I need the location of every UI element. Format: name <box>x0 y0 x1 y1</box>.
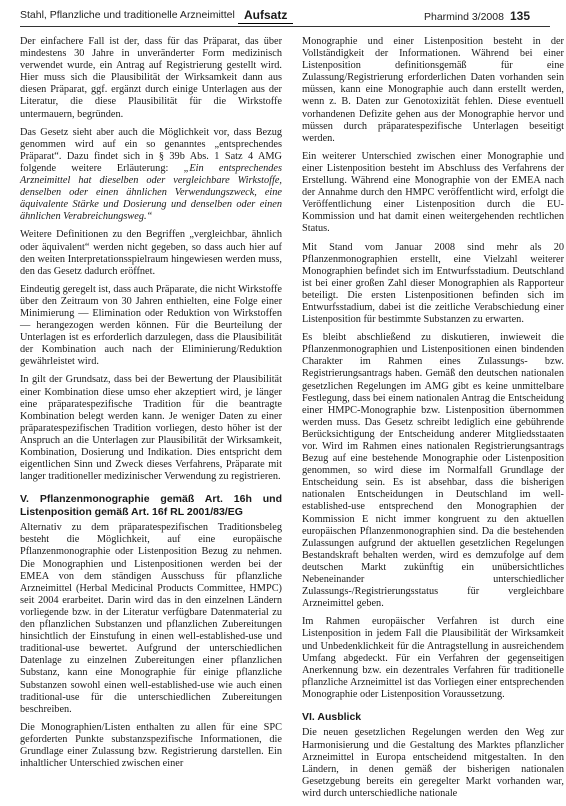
paragraph: Es bleibt abschließend zu diskutieren, inwieweit die Pflanzenmonographien und Listenpositionen einen bindenden Charakter im Rahmen eines Zulassungs- bzw. Registrierungsantrags haben. Gemäß den deutschen nationalen gesetzlichen Regelungen im AMG gibt es keine unmittelbare Festlegung, dass bei einem nationalen Antrag die Entscheidung einer HMPC-Monographie bzw. Listenposition übernommen werden muss. Das Gesetz schreibt lediglich eine gebührende Berücksichtigung der Entscheidung anderer Mitgliedsstaaten vor. Wird im Rahmen eines nationalen Registrierungsantrags Bezug auf eine bestehende Monographie oder Listenposition genommen, so wird diese im Normalfall Grundlage der Entscheidung sein. Es ist absehbar, dass die bisherigen nationalen Entscheidungen in Deutschland im well-established-use entsprechend den Monographien der Kommission E nicht immer kongruent zu den aktuellen europäischen Pflanzenmonographien sind. Da die bestehenden Zulassungen aufgrund der aktuellen gesetzlichen Regelungen Bestandskraft behalten werden, wird es demzufolge auf dem deutschen Markt zukünftig ein unübersichtliches Nebeneinander unterschiedlicher Zulassungs-/Registrierungsstatus für vergleichbare Arzneimittel geben. <box>302 332 564 610</box>
paragraph: Die Monographien/Listen enthalten zu allen für eine SPC geforderten Punkte substanzspezifische Informationen, die Grundlage einer Zulassung bzw. Registrierung darstellen. Ein inhaltlicher Unterschied zwischen einer <box>20 721 282 770</box>
page-number: 135 <box>509 9 530 23</box>
header-rule <box>20 26 550 27</box>
journal-info <box>424 9 530 23</box>
paragraph: Ein weiterer Unterschied zwischen einer Monographie und einer Listenposition besteht im Abschluss des Verfahrens der Erstellung. Während eine Monographie von der EMEA nach der Annahme durch den HMPC veröffentlicht wird, erfolgt die Veröffentlichung einer Listenposition durch die EU-Kommission und hat damit einen weitergehenden rechtlichen Status. <box>302 150 564 235</box>
paragraph: Alternativ zu dem präparatespezifischen Traditionsbeleg besteht die Möglichkeit, auf eine europäische Pflanzenmonographie oder Listenposition Bezug zu nehmen. Die Monographien und Listenpositionen werden bei der EMEA von dem ständigen Ausschuss für pflanzliche Arzneimittel (Herbal Medicinal Products Committee, HMPC) seit 2004 erarbeitet. Darin wird das in den einzelnen Ländern vorliegende bzw. in der Literatur verfügbare Datenmaterial zu den pflanzlichen Substanzen und pflanzlichen Zubereitungen hinsichtlich der Einstufung in einen well-established-use und traditional-use bewertet. Aufgrund der unterschiedlichen Datenlage zu einzelnen Zubereitungen einer pflanzlichen Substanz, kann eine Monographie für einige pflanzliche Substanzen sowohl einen well-established-use wie auch einen traditional-use für die unterschiedlichen Zubereitungen beschreiben. <box>20 522 282 715</box>
paragraph: In gilt der Grundsatz, dass bei der Bewertung der Plausibilität einer Kombination diese umso eher akzeptiert wird, je länger eine präparatespezifische Tradition für die beantragte Kombination belegt werden kann. Je weniger Daten zu einer präparatespezifischen Tradition vorliegen, desto höher ist der Anspruch an die Unterlagen zur Plausibilität der Wirksamkeit, Kombination, Dosierung und Indikation. Dies entspricht dem eigentlichen Sinn und Zweck dieses Verfahrens, Präparate mit langer traditioneller medizinischer Verwendung zu registrieren. <box>20 374 282 483</box>
journal-issue: Pharmind 3/2008 <box>423 11 504 23</box>
paragraph-text: Das Gesetz sieht aber auch die Möglichkeit vor, dass Bezug genommen wird auf ein so genanntes „entsprechendes Präparat“. Dazu findet sich in § 39b Abs. 1 Satz 4 AMG folgende weitere Erläuterung: <box>20 126 282 174</box>
paragraph: Im Rahmen europäischer Verfahren ist durch eine Listenposition in jedem Fall die Plausibilität der Wirksamkeit und Unbedenklichkeit für die Antragstellung in ausreichendem Umfang abgedeckt. Für ein Verfahren der gegenseitigen Anerkennung bzw. ein dezentrales Verfahren für traditionelle pflanzliche Arzneimittel ist das Vorliegen einer entsprechenden Monographie oder Listenposition Voraussetzung. <box>302 616 564 700</box>
section-heading: V. Pflanzenmonographie gemäß Art. 16h und Listenposition gemäß Art. 16f RL 2001/83/EG <box>20 493 282 518</box>
left-column <box>20 36 282 776</box>
paragraph: Weitere Definitionen zu den Begriffen „vergleichbar, ähnlich oder äquivalent“ werden nicht gegeben, so dass auch hier auf den weiten Interpretationsspielraum hingewiesen werden muss, den das Gesetz dadurch eröffnet. <box>20 229 282 277</box>
right-column <box>302 36 564 806</box>
section-heading: VI. Ausblick <box>302 710 362 723</box>
legal-quote: „Ein entsprechendes Arzneimittel hat dieselben oder vergleichbare Wirkstoffe, denselben oder einen ähnlichen Verwendungszweck, eine äquivalente Stärke und Dosierung und denselben oder einen ähnlichen Verabreichungsweg.“ <box>20 162 282 223</box>
running-title: Stahl, Pflanzliche und traditionelle Arzneimittel <box>20 9 235 21</box>
paragraph: Der einfachere Fall ist der, dass für das Präparat, das über mindestens 30 Jahre in unveränderter Form medizinisch verwendet wurde, ein Antrag auf Registrierung gestellt wird. Hier muss sich die Plausibilität der Wirksamkeit dann aus diesen Präparat, ggf. ergänzt durch einige Unterlagen aus der Literatur, die diese Plausibilität für die Wirkstoffe untermauern, begründen. <box>20 36 282 120</box>
paragraph <box>20 127 282 224</box>
paragraph: Mit Stand vom Januar 2008 sind mehr als 20 Pflanzenmonographien erstellt, eine Vielzahl weiterer Monographien befindet sich im Entwurfsstadium. Deutschland ist bei einer großen Zahl dieser Monographien als Rapporteur beteiligt. Die ersten Listenpositionen befinden sich im Entwurfsstadium, dabei ist die zeitliche Verabschiedung einer Listenposition für bestimmte Substanzen zu erwarten. <box>302 241 564 326</box>
paragraph: Die neuen gesetzlichen Regelungen werden den Weg zur Harmonisierung und die Gestaltung des Marktes pflanzlicher Arzneimittel in Europa entscheidend mitgestalten. In den Ländern, in denen gemäß der bisherigen nationalen Gesetzgebung bereits ein geregelter Markt vorhanden war, wird durch unterschiedliche nationale <box>302 727 564 799</box>
paragraph: Monographie und einer Listenposition besteht in der Vollständigkeit der Informationen. Während bei einer Listenposition definitionsgemäß für eine Zulassung/Registrierung erforderlichen Daten vorhanden sein müssen, kann eine Monographie auch dann erstellt werden, wenn z. B. Daten zur Genotoxizität fehlen. Diese eventuell vorhandenen Defizite gehen aus der Monographie hervor und müssen durch präparatespezifische Unterlagen beseitigt werden. <box>302 36 564 144</box>
paragraph: Eindeutig geregelt ist, dass auch Präparate, die nicht Wirkstoffe über den Zeitraum von 30 Jahren enthielten, eine Folge einer Minimierung — Elimination oder Reduktion von Wirkstoffen — herangezogen werden können. Für die Beurteilung der Unterlagen ist es erforderlich darzulegen, dass die Plausibilität der Kombination auch nach der Eliminierung/Reduktion gewährleistet wird. <box>20 283 282 368</box>
page-header <box>0 0 566 30</box>
section-label: Aufsatz <box>238 8 293 24</box>
